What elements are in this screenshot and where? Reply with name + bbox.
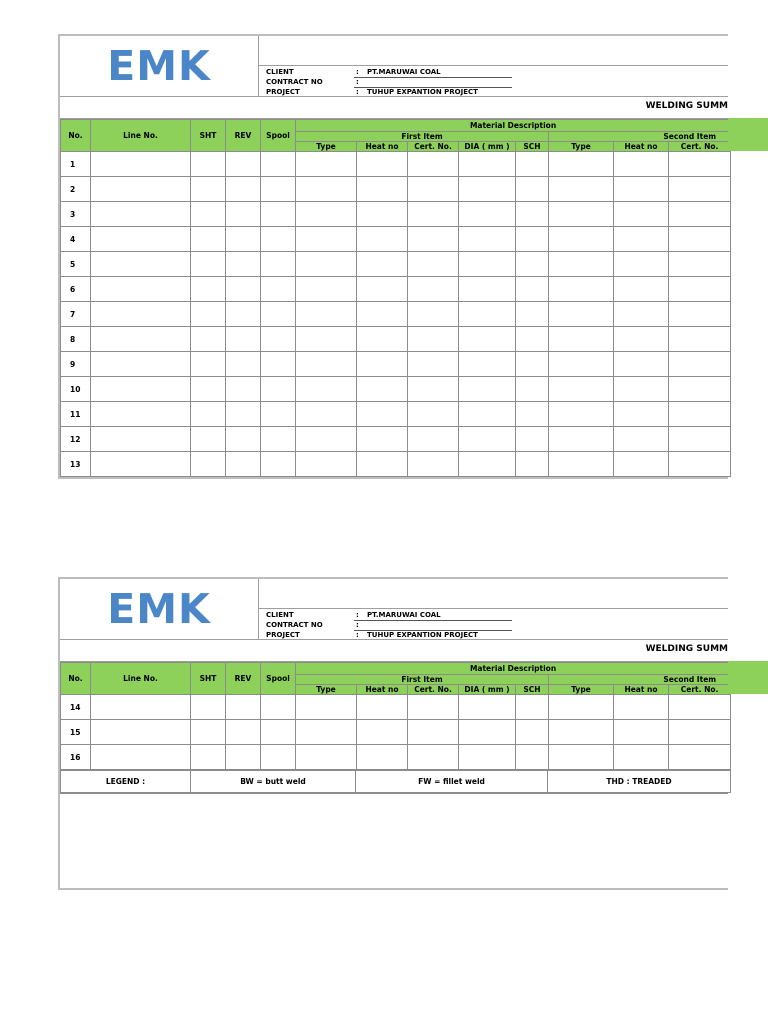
table-cell xyxy=(261,377,296,402)
row-number: 16 xyxy=(61,745,91,770)
table-cell xyxy=(357,427,408,452)
table-cell xyxy=(357,452,408,477)
table-cell xyxy=(261,302,296,327)
table-cell xyxy=(91,177,191,202)
col-type: Type xyxy=(296,685,357,695)
table-cell xyxy=(261,152,296,177)
row-number: 11 xyxy=(61,402,91,427)
row-number: 10 xyxy=(61,377,91,402)
table-cell xyxy=(357,152,408,177)
table-cell xyxy=(614,377,669,402)
table-cell xyxy=(549,695,614,720)
table-cell xyxy=(669,745,731,770)
table-cell xyxy=(91,227,191,252)
table-cell xyxy=(357,745,408,770)
table-cell xyxy=(549,352,614,377)
col-dia: DIA ( mm ) xyxy=(459,685,516,695)
project-label: PROJECT xyxy=(266,631,300,639)
table-cell xyxy=(261,177,296,202)
table-cell xyxy=(261,327,296,352)
row-number: 1 xyxy=(61,152,91,177)
table-cell xyxy=(614,452,669,477)
table-cell xyxy=(408,302,459,327)
table-cell xyxy=(459,302,516,327)
table-cell xyxy=(516,177,549,202)
table-cell xyxy=(408,452,459,477)
table-row xyxy=(61,327,731,352)
table-cell xyxy=(91,352,191,377)
table-cell xyxy=(459,277,516,302)
table-cell xyxy=(226,327,261,352)
table-cell xyxy=(614,745,669,770)
table-cell xyxy=(261,277,296,302)
table-cell xyxy=(191,377,226,402)
table-cell xyxy=(459,202,516,227)
table-cell xyxy=(408,327,459,352)
table-cell xyxy=(191,302,226,327)
table-cell xyxy=(669,227,731,252)
table-cell xyxy=(614,227,669,252)
row-number: 13 xyxy=(61,452,91,477)
table-cell xyxy=(516,302,549,327)
table-cell xyxy=(549,152,614,177)
col-sch: SCH xyxy=(516,142,549,152)
table-cell xyxy=(296,427,357,452)
row-number: 9 xyxy=(61,352,91,377)
project-label: PROJECT xyxy=(266,88,300,96)
table-cell xyxy=(516,377,549,402)
col-second-item: Second Item xyxy=(549,132,731,142)
table-cell xyxy=(191,452,226,477)
table-cell xyxy=(357,352,408,377)
row-number: 4 xyxy=(61,227,91,252)
table-cell xyxy=(459,377,516,402)
table-cell xyxy=(516,695,549,720)
table-cell xyxy=(549,377,614,402)
header-green-extension xyxy=(728,661,768,694)
project-value: TUHUP EXPANTION PROJECT xyxy=(367,88,478,96)
table-cell xyxy=(549,177,614,202)
table-cell xyxy=(226,227,261,252)
table-cell xyxy=(296,402,357,427)
client-label: CLIENT xyxy=(266,68,294,76)
table-cell xyxy=(408,745,459,770)
table-cell xyxy=(296,327,357,352)
table-cell xyxy=(226,720,261,745)
row-number: 6 xyxy=(61,277,91,302)
col-spool: Spool xyxy=(261,663,296,695)
table-cell xyxy=(669,377,731,402)
table-cell xyxy=(357,277,408,302)
table-cell xyxy=(614,277,669,302)
table-cell xyxy=(226,152,261,177)
table-cell xyxy=(669,152,731,177)
table-cell xyxy=(91,277,191,302)
col-rev: REV xyxy=(226,663,261,695)
table-cell xyxy=(459,745,516,770)
table-cell xyxy=(296,352,357,377)
table-cell xyxy=(549,227,614,252)
table-cell xyxy=(226,302,261,327)
col-cert-no-2: Cert. No. xyxy=(669,685,731,695)
table-row xyxy=(61,745,731,770)
table-cell xyxy=(549,302,614,327)
table-cell xyxy=(91,720,191,745)
table-cell xyxy=(516,327,549,352)
table-cell xyxy=(357,227,408,252)
table-cell xyxy=(261,252,296,277)
table-cell xyxy=(669,352,731,377)
col-type-2: Type xyxy=(549,685,614,695)
row-number: 8 xyxy=(61,327,91,352)
table-cell xyxy=(91,745,191,770)
table-cell xyxy=(408,352,459,377)
col-line-no: Line No. xyxy=(91,120,191,152)
sheet-2 xyxy=(58,577,728,890)
legend-label: LEGEND : xyxy=(61,771,191,793)
table-cell xyxy=(91,427,191,452)
document-title: WELDING SUMM xyxy=(645,101,728,111)
table-cell xyxy=(614,152,669,177)
table-cell xyxy=(516,227,549,252)
table-cell xyxy=(459,402,516,427)
table-cell xyxy=(408,177,459,202)
table-cell xyxy=(408,277,459,302)
table-cell xyxy=(226,745,261,770)
table-cell xyxy=(191,427,226,452)
col-first-item: First Item xyxy=(296,132,549,142)
table-cell xyxy=(516,277,549,302)
table-cell xyxy=(549,402,614,427)
table-row xyxy=(61,352,731,377)
col-heat-no: Heat no xyxy=(357,685,408,695)
table-cell xyxy=(261,720,296,745)
client-label: CLIENT xyxy=(266,611,294,619)
client-value: PT.MARUWAI COAL xyxy=(367,611,441,619)
table-body xyxy=(61,695,731,770)
table-cell xyxy=(191,402,226,427)
table-cell xyxy=(226,202,261,227)
col-sht: SHT xyxy=(191,120,226,152)
table-cell xyxy=(357,202,408,227)
table-cell xyxy=(614,327,669,352)
header-green-extension xyxy=(728,118,768,151)
table-cell xyxy=(549,720,614,745)
table-cell xyxy=(357,177,408,202)
col-sch: SCH xyxy=(516,685,549,695)
table-cell xyxy=(516,745,549,770)
table-cell xyxy=(549,327,614,352)
document-title: WELDING SUMM xyxy=(645,644,728,654)
table-cell xyxy=(459,720,516,745)
table-cell xyxy=(357,695,408,720)
table-row xyxy=(61,252,731,277)
project-value: TUHUP EXPANTION PROJECT xyxy=(367,631,478,639)
table-row xyxy=(61,427,731,452)
table-cell xyxy=(296,695,357,720)
table-cell xyxy=(669,302,731,327)
table-cell xyxy=(191,152,226,177)
legend-thd: THD : TREADED xyxy=(548,771,731,793)
sheet-header: EMK CLIENT : PT.MARUWAI COAL CONTRACT NO : PROJECT : TUHUP EXPANTION PROJECT xyxy=(60,579,728,640)
table-cell xyxy=(408,427,459,452)
table-cell xyxy=(357,302,408,327)
legend-bw: BW = butt weld xyxy=(191,771,356,793)
table-cell xyxy=(357,402,408,427)
table-row xyxy=(61,720,731,745)
table-cell xyxy=(191,202,226,227)
row-number: 3 xyxy=(61,202,91,227)
col-cert-no: Cert. No. xyxy=(408,685,459,695)
table-cell xyxy=(296,202,357,227)
table-cell xyxy=(614,720,669,745)
table-cell xyxy=(614,252,669,277)
table-cell xyxy=(296,152,357,177)
table-cell xyxy=(669,720,731,745)
contract-label: CONTRACT NO xyxy=(266,78,323,86)
table-cell xyxy=(408,720,459,745)
table-row xyxy=(61,202,731,227)
company-logo: EMK xyxy=(60,36,259,96)
table-cell xyxy=(614,695,669,720)
table-cell xyxy=(408,202,459,227)
table-cell xyxy=(91,402,191,427)
table-cell xyxy=(226,277,261,302)
table-cell xyxy=(357,252,408,277)
table-row xyxy=(61,695,731,720)
table-cell xyxy=(296,252,357,277)
table-cell xyxy=(261,745,296,770)
row-number: 14 xyxy=(61,695,91,720)
table-cell xyxy=(226,177,261,202)
table-cell xyxy=(614,202,669,227)
table-cell xyxy=(296,745,357,770)
table-cell xyxy=(91,302,191,327)
table-cell xyxy=(226,252,261,277)
table-cell xyxy=(261,695,296,720)
table-cell xyxy=(408,402,459,427)
title-bar xyxy=(60,640,728,662)
table-cell xyxy=(91,377,191,402)
table-cell xyxy=(549,277,614,302)
table-cell xyxy=(296,227,357,252)
col-cert-no: Cert. No. xyxy=(408,142,459,152)
table-cell xyxy=(261,227,296,252)
table-cell xyxy=(357,327,408,352)
col-rev: REV xyxy=(226,120,261,152)
row-number: 5 xyxy=(61,252,91,277)
table-cell xyxy=(669,252,731,277)
table-cell xyxy=(408,152,459,177)
legend-fw: FW = fillet weld xyxy=(356,771,548,793)
table-row xyxy=(61,302,731,327)
col-heat-no-2: Heat no xyxy=(614,142,669,152)
table-cell xyxy=(357,720,408,745)
col-heat-no-2: Heat no xyxy=(614,685,669,695)
table-row xyxy=(61,402,731,427)
table-cell xyxy=(669,427,731,452)
col-first-item: First Item xyxy=(296,675,549,685)
table-cell xyxy=(191,177,226,202)
table-cell xyxy=(226,452,261,477)
table-cell xyxy=(191,745,226,770)
table-cell xyxy=(226,352,261,377)
welding-table xyxy=(60,119,731,477)
col-dia: DIA ( mm ) xyxy=(459,142,516,152)
table-cell xyxy=(91,252,191,277)
table-cell xyxy=(296,177,357,202)
table-cell xyxy=(357,377,408,402)
welding-table xyxy=(60,662,731,770)
sheet-header: EMK CLIENT : PT.MARUWAI COAL CONTRACT NO : PROJECT : TUHUP EXPANTION PROJECT xyxy=(60,36,728,97)
col-type: Type xyxy=(296,142,357,152)
contract-label: CONTRACT NO xyxy=(266,621,323,629)
table-cell xyxy=(191,252,226,277)
table-cell xyxy=(669,327,731,352)
table-cell xyxy=(226,427,261,452)
table-cell xyxy=(91,452,191,477)
col-material-description: Material Description xyxy=(296,120,731,132)
table-cell xyxy=(614,402,669,427)
table-cell xyxy=(614,177,669,202)
table-cell xyxy=(549,452,614,477)
table-cell xyxy=(459,427,516,452)
table-cell xyxy=(226,695,261,720)
table-cell xyxy=(191,227,226,252)
table-cell xyxy=(516,352,549,377)
title-bar xyxy=(60,97,728,119)
table-cell xyxy=(261,452,296,477)
col-no: No. xyxy=(61,120,91,152)
table-cell xyxy=(459,452,516,477)
row-number: 2 xyxy=(61,177,91,202)
row-number: 15 xyxy=(61,720,91,745)
table-cell xyxy=(549,202,614,227)
col-material-description: Material Description xyxy=(296,663,731,675)
table-cell xyxy=(261,402,296,427)
table-cell xyxy=(516,202,549,227)
table-cell xyxy=(516,152,549,177)
table-cell xyxy=(669,277,731,302)
sheet-1 xyxy=(58,34,728,479)
table-cell xyxy=(459,695,516,720)
table-body xyxy=(61,152,731,477)
table-cell xyxy=(91,152,191,177)
col-sht: SHT xyxy=(191,663,226,695)
legend-row xyxy=(60,770,731,793)
table-cell xyxy=(91,327,191,352)
notes-area xyxy=(60,793,728,888)
table-cell xyxy=(261,427,296,452)
col-spool: Spool xyxy=(261,120,296,152)
table-cell xyxy=(261,352,296,377)
col-type-2: Type xyxy=(549,142,614,152)
table-cell xyxy=(191,277,226,302)
table-row xyxy=(61,277,731,302)
table-cell xyxy=(669,202,731,227)
row-number: 7 xyxy=(61,302,91,327)
table-row xyxy=(61,377,731,402)
table-cell xyxy=(669,695,731,720)
table-cell xyxy=(549,252,614,277)
table-cell xyxy=(459,227,516,252)
table-cell xyxy=(549,427,614,452)
row-number: 12 xyxy=(61,427,91,452)
table-cell xyxy=(91,202,191,227)
table-cell xyxy=(408,252,459,277)
table-cell xyxy=(614,352,669,377)
table-cell xyxy=(516,402,549,427)
table-row xyxy=(61,152,731,177)
table-cell xyxy=(191,327,226,352)
client-value: PT.MARUWAI COAL xyxy=(367,68,441,76)
table-cell xyxy=(408,227,459,252)
table-cell xyxy=(296,277,357,302)
table-cell xyxy=(516,720,549,745)
col-line-no: Line No. xyxy=(91,663,191,695)
table-cell xyxy=(191,720,226,745)
table-cell xyxy=(296,302,357,327)
table-cell xyxy=(459,352,516,377)
table-cell xyxy=(459,252,516,277)
table-cell xyxy=(669,177,731,202)
table-cell xyxy=(669,402,731,427)
table-cell xyxy=(459,327,516,352)
table-cell xyxy=(296,377,357,402)
table-cell xyxy=(459,177,516,202)
table-cell xyxy=(296,452,357,477)
table-cell xyxy=(516,452,549,477)
table-cell xyxy=(226,402,261,427)
table-cell xyxy=(226,377,261,402)
table-cell xyxy=(516,252,549,277)
table-cell xyxy=(614,427,669,452)
col-no: No. xyxy=(61,663,91,695)
table-cell xyxy=(549,745,614,770)
table-cell xyxy=(614,302,669,327)
table-row xyxy=(61,227,731,252)
table-cell xyxy=(91,695,191,720)
table-row xyxy=(61,452,731,477)
table-row xyxy=(61,177,731,202)
col-heat-no: Heat no xyxy=(357,142,408,152)
table-cell xyxy=(669,452,731,477)
col-cert-no-2: Cert. No. xyxy=(669,142,731,152)
table-cell xyxy=(516,427,549,452)
table-cell xyxy=(296,720,357,745)
table-cell xyxy=(191,352,226,377)
table-cell xyxy=(191,695,226,720)
company-logo: EMK xyxy=(60,579,259,639)
col-second-item: Second Item xyxy=(549,675,731,685)
table-cell xyxy=(459,152,516,177)
table-cell xyxy=(408,695,459,720)
table-cell xyxy=(408,377,459,402)
table-cell xyxy=(261,202,296,227)
